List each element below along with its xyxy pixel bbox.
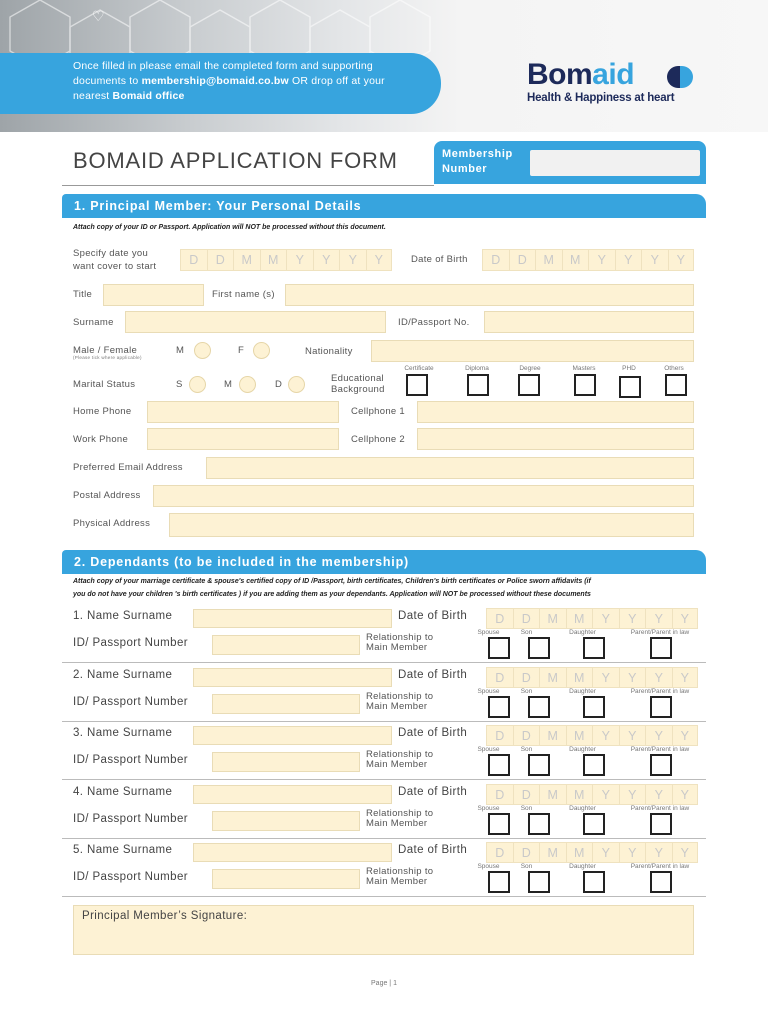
dependant-id-label: ID/ Passport Number [73, 696, 188, 708]
dependant-id-label: ID/ Passport Number [73, 871, 188, 883]
dependant-name-label: 2. Name Surname [73, 669, 173, 681]
relationship-label-line: Relationship to [366, 866, 434, 877]
date-digit-cell[interactable]: Y [588, 249, 615, 271]
date-digit-cell[interactable]: D [486, 608, 513, 629]
relationship-option-label: Parent/Parent in law [630, 805, 690, 812]
cell1-input[interactable] [417, 401, 694, 423]
relationship-daughter-checkbox[interactable] [583, 813, 605, 835]
relationship-option-label: Son [520, 863, 533, 870]
gender-option-f: F [238, 345, 245, 356]
education-option-label: Others [664, 365, 684, 372]
section1-heading: 1. Principal Member: Your Personal Details [62, 194, 706, 218]
dependant-name-label: 1. Name Surname [73, 610, 173, 622]
date-digit-cell[interactable]: M [233, 249, 260, 271]
logo-wordmark [527, 58, 634, 92]
date-digit-cell[interactable]: Y [615, 249, 642, 271]
date-digit-cell[interactable]: D [180, 249, 207, 271]
marital-option-m: M [224, 379, 233, 390]
id-passport-label: ID/Passport No. [398, 317, 470, 328]
date-digit-cell[interactable]: Y [672, 784, 699, 805]
dependant-name-label: 3. Name Surname [73, 727, 173, 739]
dependant-dob-input[interactable] [486, 608, 698, 629]
gender-m-radio[interactable] [194, 342, 211, 359]
relationship-option-label: Son [520, 746, 533, 753]
date-digit-cell[interactable]: Y [645, 842, 672, 863]
cover-label-line1: Specify date you [73, 248, 149, 259]
date-digit-cell[interactable]: M [539, 667, 566, 688]
education-masters-checkbox[interactable] [574, 374, 596, 396]
education-certificate-checkbox[interactable] [406, 374, 428, 396]
date-digit-cell[interactable]: Y [313, 249, 340, 271]
banner-line1: Once filled in please email the completed form and supporting [73, 60, 373, 72]
date-digit-cell[interactable]: D [513, 725, 540, 746]
relationship-parent-parent-in-law-checkbox[interactable] [650, 754, 672, 776]
relationship-option-label: Spouse [477, 805, 500, 812]
page-number: Page | 1 [371, 980, 397, 987]
dependant-dob-input[interactable] [486, 667, 698, 688]
section1-note: Attach copy of your ID or Passport. Application will NOT be processed without this document. [73, 224, 386, 231]
email-label: Preferred Email Address [73, 462, 183, 473]
dependant-name-input[interactable] [193, 668, 392, 687]
signature-box[interactable] [73, 905, 694, 955]
cell2-input[interactable] [417, 428, 694, 450]
date-digit-cell[interactable]: Y [645, 784, 672, 805]
relationship-label-line: Main Member [366, 818, 428, 829]
dependant-id-label: ID/ Passport Number [73, 637, 188, 649]
marital-label: Marital Status [73, 379, 136, 390]
membership-label-line1: Membership [442, 148, 513, 160]
date-digit-cell[interactable]: Y [645, 667, 672, 688]
date-digit-cell[interactable]: D [486, 842, 513, 863]
dependant-id-input[interactable] [212, 869, 360, 889]
first-name-input[interactable] [285, 284, 694, 306]
form-title: BOMAID APPLICATION FORM [73, 148, 398, 173]
date-digit-cell[interactable]: Y [339, 249, 366, 271]
work-phone-input[interactable] [147, 428, 339, 450]
section2-note [73, 576, 591, 601]
relationship-parent-parent-in-law-checkbox[interactable] [650, 696, 672, 718]
dependant-dob-input[interactable] [486, 725, 698, 746]
nationality-label: Nationality [305, 346, 353, 357]
dependant-id-label: ID/ Passport Number [73, 813, 188, 825]
logo-text-blue: aid [592, 58, 635, 91]
date-digit-cell[interactable]: Y [366, 249, 393, 271]
relationship-spouse-checkbox[interactable] [488, 637, 510, 659]
dependant-id-input[interactable] [212, 635, 360, 655]
date-digit-cell[interactable]: M [539, 608, 566, 629]
dependant-name-label: 5. Name Surname [73, 844, 173, 856]
relationship-option-label: Parent/Parent in law [630, 688, 690, 695]
education-option-label: PHD [622, 365, 636, 372]
relationship-option-label: Spouse [477, 746, 500, 753]
title-input[interactable] [103, 284, 204, 306]
education-option-label: Masters [572, 365, 596, 372]
home-phone-label: Home Phone [73, 406, 132, 417]
date-digit-cell[interactable]: M [566, 608, 593, 629]
date-digit-cell[interactable]: D [482, 249, 509, 271]
relationship-option-label: Daughter [569, 805, 596, 812]
gender-hint: (Please tick where applicable) [73, 355, 142, 360]
relationship-label-line: Relationship to [366, 808, 434, 819]
date-digit-cell[interactable]: D [513, 667, 540, 688]
relationship-label-line: Main Member [366, 876, 428, 887]
row-separator [62, 662, 706, 663]
relationship-label-line: Relationship to [366, 749, 434, 760]
membership-label [442, 147, 513, 177]
relationship-option-label: Daughter [569, 863, 596, 870]
home-phone-input[interactable] [147, 401, 339, 423]
postal-label: Postal Address [73, 490, 141, 501]
education-phd-checkbox[interactable] [619, 376, 641, 398]
date-digit-cell[interactable]: Y [641, 249, 668, 271]
education-degree-checkbox[interactable] [518, 374, 540, 396]
signature-label: Principal Member’s Signature: [82, 910, 248, 922]
relationship-option-label: Son [520, 688, 533, 695]
banner-line2 [73, 74, 441, 89]
cover-label-line2: want cover to start [73, 261, 157, 272]
section2-note-line1: Attach copy of your marriage certificate & spouse's certified copy of ID /Passport, birth certificates, Children's birth certificates or Police sworn affidavits (if [73, 578, 591, 585]
relationship-label-line: Main Member [366, 759, 428, 770]
dependant-name-input[interactable] [193, 785, 392, 804]
date-digit-cell[interactable]: D [207, 249, 234, 271]
banner-text: nearest [73, 90, 113, 102]
dependant-name-input[interactable] [193, 609, 392, 628]
section2-note-line2: you do not have your children 's birth certificates ) if you are adding them as your dependants. Application will NOT be processed without these documents [73, 590, 591, 598]
marital-m-radio[interactable] [239, 376, 256, 393]
heart-icon: ♡ [92, 8, 105, 24]
date-digit-cell[interactable]: D [486, 725, 513, 746]
relationship-label-line: Relationship to [366, 632, 434, 643]
marital-option-d: D [275, 379, 283, 390]
physical-input[interactable] [169, 513, 694, 537]
relationship-option-label: Daughter [569, 746, 596, 753]
logo-tagline: Health & Happiness at heart [527, 92, 675, 104]
title-underline [62, 185, 434, 186]
date-digit-cell[interactable]: M [535, 249, 562, 271]
postal-input[interactable] [153, 485, 694, 507]
relationship-label [366, 692, 433, 712]
dob-label: Date of Birth [411, 254, 468, 265]
bomaid-logo [527, 58, 707, 108]
relationship-daughter-checkbox[interactable] [583, 754, 605, 776]
relationship-option-label: Parent/Parent in law [630, 863, 690, 870]
nationality-input[interactable] [371, 340, 694, 362]
relationship-option-label: Parent/Parent in law [630, 629, 690, 636]
first-name-label: First name (s) [212, 289, 275, 300]
membership-number-box [434, 141, 706, 184]
education-label-line1: Educational [331, 373, 384, 384]
dependant-dob-label: Date of Birth [398, 727, 468, 739]
membership-label-line2: Number [442, 163, 488, 175]
relationship-option-label: Spouse [477, 863, 500, 870]
date-digit-cell[interactable]: D [509, 249, 536, 271]
section2-heading: 2. Dependants (to be included in the membership) [62, 550, 706, 574]
row-separator [62, 838, 706, 839]
date-digit-cell[interactable]: Y [619, 784, 646, 805]
education-option-label: Diploma [465, 365, 489, 372]
date-digit-cell[interactable]: D [513, 608, 540, 629]
relationship-option-label: Spouse [477, 688, 500, 695]
relationship-daughter-checkbox[interactable] [583, 871, 605, 893]
cell2-label: Cellphone 2 [351, 434, 406, 445]
title-label: Title [73, 289, 93, 300]
dependant-dob-label: Date of Birth [398, 786, 468, 798]
date-digit-cell[interactable]: Y [672, 608, 699, 629]
surname-input[interactable] [125, 311, 386, 333]
relationship-option-label: Son [520, 805, 533, 812]
relationship-label [366, 633, 433, 653]
relationship-son-checkbox[interactable] [528, 696, 550, 718]
date-digit-cell[interactable]: D [486, 784, 513, 805]
education-label-line2: Background [331, 384, 385, 395]
gender-option-m: M [176, 345, 185, 356]
gender-label: Male / Female [73, 345, 138, 356]
date-digit-cell[interactable]: Y [672, 842, 699, 863]
cover-date-input[interactable] [180, 249, 392, 271]
row-separator [62, 721, 706, 722]
date-digit-cell[interactable]: Y [672, 725, 699, 746]
date-digit-cell[interactable]: M [566, 842, 593, 863]
date-digit-cell[interactable]: Y [592, 842, 619, 863]
date-digit-cell[interactable]: D [486, 667, 513, 688]
relationship-spouse-checkbox[interactable] [488, 754, 510, 776]
relationship-spouse-checkbox[interactable] [488, 871, 510, 893]
work-phone-label: Work Phone [73, 434, 129, 445]
relationship-label-line: Main Member [366, 642, 428, 653]
cell1-label: Cellphone 1 [351, 406, 406, 417]
id-passport-input[interactable] [484, 311, 694, 333]
relationship-label-line: Main Member [366, 701, 428, 712]
dependant-id-label: ID/ Passport Number [73, 754, 188, 766]
physical-label: Physical Address [73, 518, 151, 529]
date-digit-cell[interactable]: M [539, 842, 566, 863]
relationship-daughter-checkbox[interactable] [583, 637, 605, 659]
relationship-label-line: Relationship to [366, 691, 434, 702]
dependant-name-input[interactable] [193, 726, 392, 745]
relationship-option-label: Spouse [477, 629, 500, 636]
relationship-option-label: Parent/Parent in law [630, 746, 690, 753]
banner-line3 [73, 89, 441, 104]
dependant-dob-label: Date of Birth [398, 610, 468, 622]
banner-text: documents to [73, 75, 142, 87]
date-digit-cell[interactable]: M [539, 725, 566, 746]
date-digit-cell[interactable]: M [566, 784, 593, 805]
relationship-parent-parent-in-law-checkbox[interactable] [650, 637, 672, 659]
relationship-son-checkbox[interactable] [528, 871, 550, 893]
banner-email[interactable]: membership@bomaid.co.bw [141, 75, 289, 87]
relationship-option-label: Daughter [569, 629, 596, 636]
membership-number-input[interactable] [530, 150, 700, 176]
surname-label: Surname [73, 317, 114, 328]
date-digit-cell[interactable]: Y [592, 784, 619, 805]
date-digit-cell[interactable]: M [566, 725, 593, 746]
date-digit-cell[interactable]: Y [592, 608, 619, 629]
row-separator [62, 779, 706, 780]
dependant-id-input[interactable] [212, 811, 360, 831]
date-digit-cell[interactable]: Y [668, 249, 695, 271]
relationship-label [366, 750, 433, 770]
date-digit-cell[interactable]: Y [645, 725, 672, 746]
relationship-option-label: Daughter [569, 688, 596, 695]
relationship-son-checkbox[interactable] [528, 813, 550, 835]
dependant-dob-input[interactable] [486, 784, 698, 805]
instruction-banner [0, 53, 441, 114]
date-digit-cell[interactable]: D [513, 842, 540, 863]
cover-date-label [73, 247, 156, 273]
marital-option-s: S [176, 379, 183, 390]
dependant-id-input[interactable] [212, 752, 360, 772]
relationship-spouse-checkbox[interactable] [488, 813, 510, 835]
gender-f-radio[interactable] [253, 342, 270, 359]
education-option-label: Degree [519, 365, 541, 372]
dependant-id-input[interactable] [212, 694, 360, 714]
date-digit-cell[interactable]: M [260, 249, 287, 271]
education-diploma-checkbox[interactable] [467, 374, 489, 396]
date-digit-cell[interactable]: M [539, 784, 566, 805]
relationship-label [366, 809, 433, 829]
row-separator [62, 896, 706, 897]
date-digit-cell[interactable]: Y [592, 667, 619, 688]
relationship-option-label: Son [520, 629, 533, 636]
relationship-spouse-checkbox[interactable] [488, 696, 510, 718]
dependant-dob-label: Date of Birth [398, 669, 468, 681]
logo-pill-icon [667, 66, 693, 88]
date-digit-cell[interactable]: Y [619, 667, 646, 688]
banner-text: OR drop off at your [288, 75, 385, 87]
marital-d-radio[interactable] [288, 376, 305, 393]
date-digit-cell[interactable]: M [562, 249, 589, 271]
logo-text-dark: Bom [527, 58, 593, 91]
dependant-dob-input[interactable] [486, 842, 698, 863]
email-input[interactable] [206, 457, 694, 479]
date-digit-cell[interactable]: Y [645, 608, 672, 629]
date-digit-cell[interactable]: M [566, 667, 593, 688]
dependant-dob-label: Date of Birth [398, 844, 468, 856]
education-others-checkbox[interactable] [665, 374, 687, 396]
date-digit-cell[interactable]: Y [619, 608, 646, 629]
relationship-parent-parent-in-law-checkbox[interactable] [650, 813, 672, 835]
relationship-son-checkbox[interactable] [528, 637, 550, 659]
dependant-name-input[interactable] [193, 843, 392, 862]
dob-input[interactable] [482, 249, 694, 271]
date-digit-cell[interactable]: Y [619, 725, 646, 746]
relationship-parent-parent-in-law-checkbox[interactable] [650, 871, 672, 893]
date-digit-cell[interactable]: Y [619, 842, 646, 863]
education-label [331, 373, 385, 395]
banner-office: Bomaid office [112, 90, 185, 102]
date-digit-cell[interactable]: D [513, 784, 540, 805]
relationship-daughter-checkbox[interactable] [583, 696, 605, 718]
date-digit-cell[interactable]: Y [672, 667, 699, 688]
dependant-name-label: 4. Name Surname [73, 786, 173, 798]
date-digit-cell[interactable]: Y [592, 725, 619, 746]
relationship-label [366, 867, 433, 887]
date-digit-cell[interactable]: Y [286, 249, 313, 271]
marital-s-radio[interactable] [189, 376, 206, 393]
relationship-son-checkbox[interactable] [528, 754, 550, 776]
education-option-label: Certificate [404, 365, 434, 372]
